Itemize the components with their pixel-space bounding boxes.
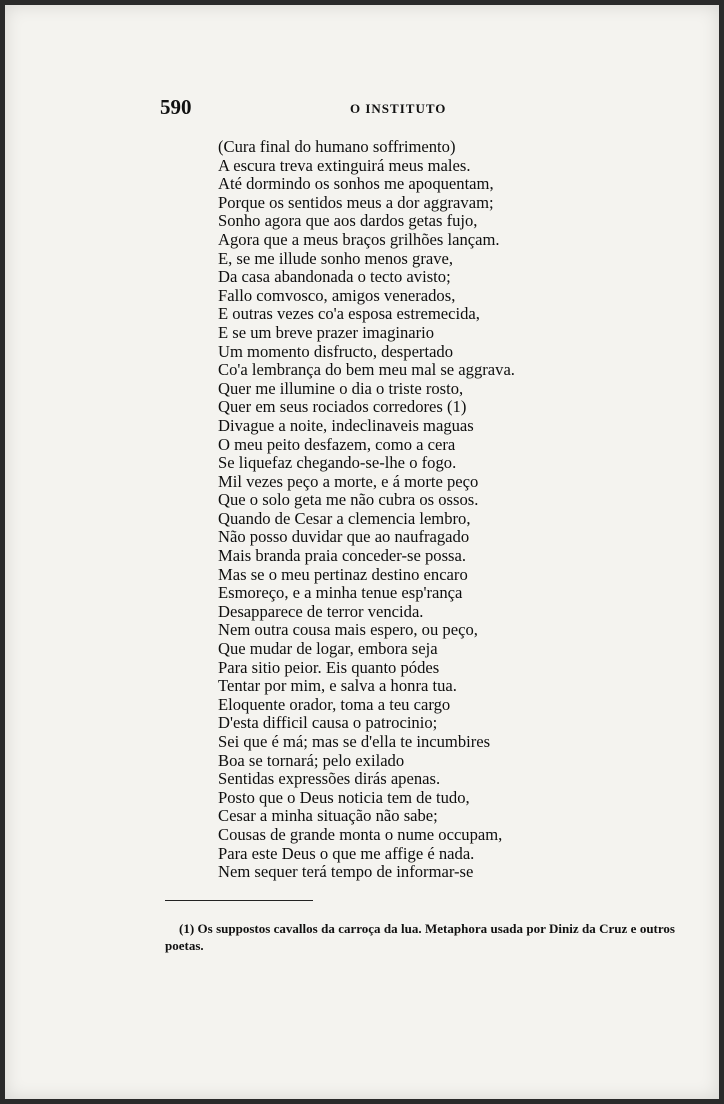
poem-line: E outras vezes co'a esposa estremecida, [218,304,480,324]
poem-line: Sei que é má; mas se d'ella te incumbires [218,732,491,751]
poem-line: Que o solo geta me não cubra os ossos. [218,490,479,510]
book-page [5,5,719,1099]
running-title: O INSTITUTO [350,101,447,116]
poem-line: Cesar a minha situação não sabe; [218,806,438,826]
poem-line: Nem sequer terá tempo de informar-se [218,862,474,882]
poem-line: Para sitio peior. Eis quanto pódes [218,657,440,677]
poem-line: Da casa abandonada o tecto avisto; [218,267,451,287]
poem-line: O meu peito desfazem, como a cera [218,434,456,454]
poem-line: Quer em seus rociados corredores (1) [218,397,467,417]
poem-line: Se liquefaz chegando-se-lhe o fogo. [218,453,457,473]
poem-line: Desapparece de terror vencida. [218,601,424,621]
footnote: (1) Os suppostos cavallos da carroça da lua. Metaphora usada por Diniz da Cruz e outros poetas. [165,921,675,953]
poem-line: Mais branda praia conceder-se possa. [218,546,467,566]
poem-line: Nem outra cousa mais espero, ou peço, [218,620,478,640]
poem-line: Eloquente orador, toma a teu cargo [218,694,451,714]
poem-line: D'esta difficil causa o patrocinio; [218,713,438,733]
poem-line: Mil vezes peço a morte, e á morte peço [218,471,479,491]
page-number: 590 [160,95,192,119]
poem-line: Posto que o Deus noticia tem de tudo, [218,787,470,807]
poem-line: Para este Deus o que me affige é nada. [218,843,475,863]
poem-line: Mas se o meu pertinaz destino encaro [218,564,468,584]
poem-line: Esmoreço, e a minha tenue esp'rança [218,583,463,603]
poem-line: Sonho agora que aos dardos getas fujo, [218,211,478,231]
poem-line: E se um breve prazer imaginario [218,322,435,342]
poem-line: A escura treva extinguirá meus males. [218,155,471,175]
poem-line: Que mudar de logar, embora seja [218,639,438,659]
poem-line: Fallo comvosco, amigos venerados, [218,285,456,305]
poem-line: (Cura final do humano soffrimento) [218,137,456,156]
poem-line: Co'a lembrança do bem meu mal se aggrava. [218,360,515,380]
poem-line: Tentar por mim, e salva a honra tua. [218,676,457,696]
poem-line: Cousas de grande monta o nume occupam, [218,824,503,844]
poem-line: Sentidas expressões dirás apenas. [218,769,441,789]
poem-verse [218,138,515,882]
poem-line: Agora que a meus braços grilhões lançam. [218,229,500,249]
poem-line: Divague a noite, indeclinaveis maguas [218,415,474,435]
poem-line: Boa se tornará; pelo exilado [218,750,405,770]
poem-line: Porque os sentidos meus a dor aggravam; [218,192,494,212]
poem-line: Quando de Cesar a clemencia lembro, [218,508,471,528]
poem-line: Um momento disfructo, despertado [218,341,454,361]
footnote-divider [165,900,313,901]
poem-line: Não posso duvidar que ao naufragado [218,527,470,547]
poem-line: Quer me illumine o dia o triste rosto, [218,378,464,398]
poem-line: Até dormindo os sonhos me apoquentam, [218,174,494,194]
poem-line: E, se me illude sonho menos grave, [218,248,454,268]
